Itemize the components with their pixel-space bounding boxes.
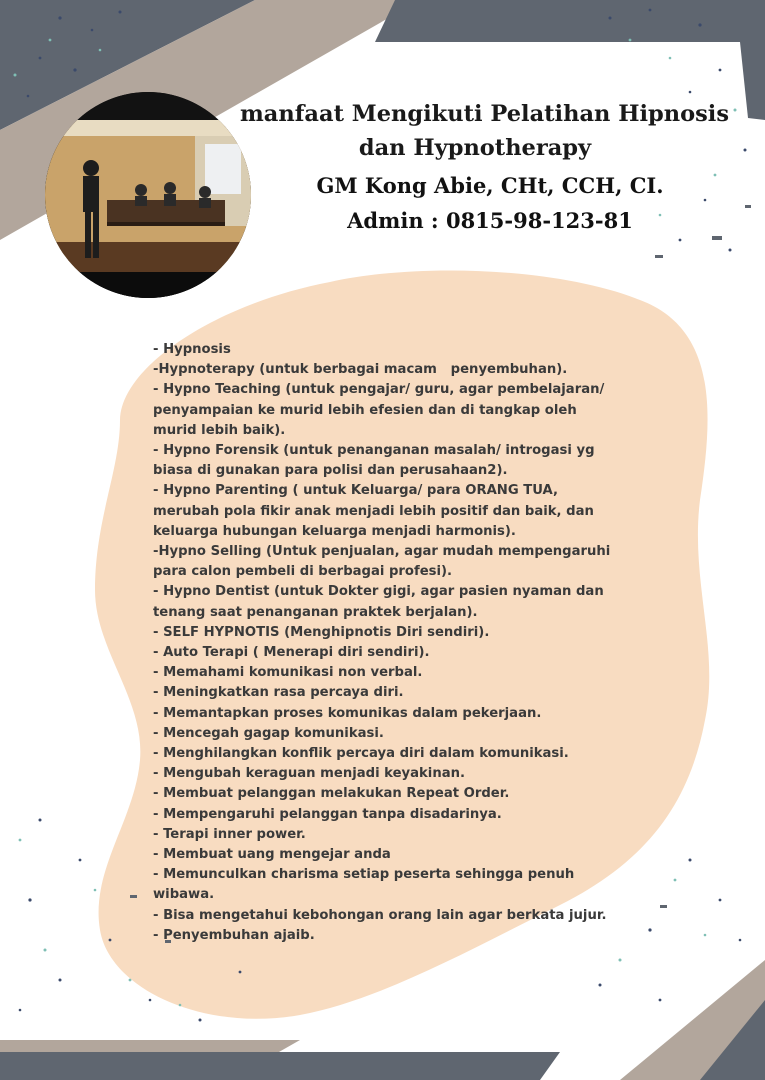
list-item: para calon pembeli di berbagai profesi). bbox=[153, 564, 453, 580]
list-item: wibawa. bbox=[153, 887, 215, 903]
author-block bbox=[240, 168, 740, 238]
list-item: - SELF HYPNOTIS (Menghipnotis Diri sendiri). bbox=[153, 624, 490, 640]
title-line-1: manfaat Mengikuti Pelatihan Hipnosis bbox=[240, 101, 730, 127]
list-item: penyampaian ke murid lebih efesien dan di tangkap oleh bbox=[153, 402, 577, 418]
admin-contact: Admin : 0815-98-123-81 bbox=[347, 208, 633, 233]
list-item: - Hypno Forensik (untuk penanganan masalah/ introgasi yg bbox=[153, 443, 595, 459]
slate-strip-right bbox=[740, 42, 765, 120]
list-item: murid lebih baik). bbox=[153, 422, 286, 438]
list-item: keluarga hubungan keluarga menjadi harmonis). bbox=[153, 523, 516, 539]
list-item: - Hypno Parenting ( untuk Keluarga/ para ORANG TUA, bbox=[153, 483, 559, 499]
list-item: - Hypno Dentist (untuk Dokter gigi, agar pasien nyaman dan bbox=[153, 584, 604, 600]
title-line-2: dan Hypnotherapy bbox=[358, 135, 592, 161]
list-item: - Auto Terapi ( Menerapi diri sendiri). bbox=[153, 645, 430, 661]
list-item: - Membuat pelanggan melakukan Repeat Order. bbox=[153, 786, 510, 802]
list-item: - Terapi inner power. bbox=[153, 826, 306, 842]
list-item: - Bisa mengetahui kebohongan orang lain agar berkata jujur. bbox=[153, 907, 607, 923]
list-item: - Membuat uang mengejar anda bbox=[153, 847, 391, 863]
list-item: - Mempengaruhi pelanggan tanpa disadarinya. bbox=[153, 806, 502, 822]
list-item: - Hypno Teaching (untuk pengajar/ guru, agar pembelajaran/ bbox=[153, 382, 605, 398]
flyer-title bbox=[240, 97, 730, 165]
list-item: - Penyembuhan ajaib. bbox=[153, 927, 315, 943]
list-item: merubah pola fikir anak menjadi lebih positif dan baik, dan bbox=[153, 503, 594, 519]
list-item: -Hypnoterapy (untuk berbagai macam penyembuhan). bbox=[153, 362, 568, 378]
list-item: - Mencegah gagap komunikasi. bbox=[153, 725, 384, 741]
list-item: - Meningkatkan rasa percaya diri. bbox=[153, 685, 404, 701]
list-item: biasa di gunakan para polisi dan perusahaan2). bbox=[153, 463, 508, 479]
author-name: GM Kong Abie, CHt, CCH, CI. bbox=[316, 173, 664, 198]
slate-strip-top-right bbox=[375, 0, 765, 42]
list-item: - Mengubah keraguan menjadi keyakinan. bbox=[153, 766, 466, 782]
training-photo bbox=[45, 92, 251, 298]
training-photo-image bbox=[45, 92, 251, 298]
list-item: - Hypnosis bbox=[153, 342, 231, 357]
list-item: - Menghilangkan konflik percaya diri dalam komunikasi. bbox=[153, 746, 569, 762]
list-item: - Memahami komunikasi non verbal. bbox=[153, 665, 423, 681]
benefits-list bbox=[153, 340, 623, 946]
list-item: -Hypno Selling (Untuk penjualan, agar mudah mempengaruhi bbox=[153, 544, 611, 560]
list-item: tenang saat penanganan praktek berjalan). bbox=[153, 604, 478, 620]
list-item: - Memunculkan charisma setiap peserta sehingga penuh bbox=[153, 867, 575, 883]
list-item: - Memantapkan proses komunikas dalam pekerjaan. bbox=[153, 705, 542, 721]
slate-strip-bottom bbox=[0, 1052, 560, 1080]
